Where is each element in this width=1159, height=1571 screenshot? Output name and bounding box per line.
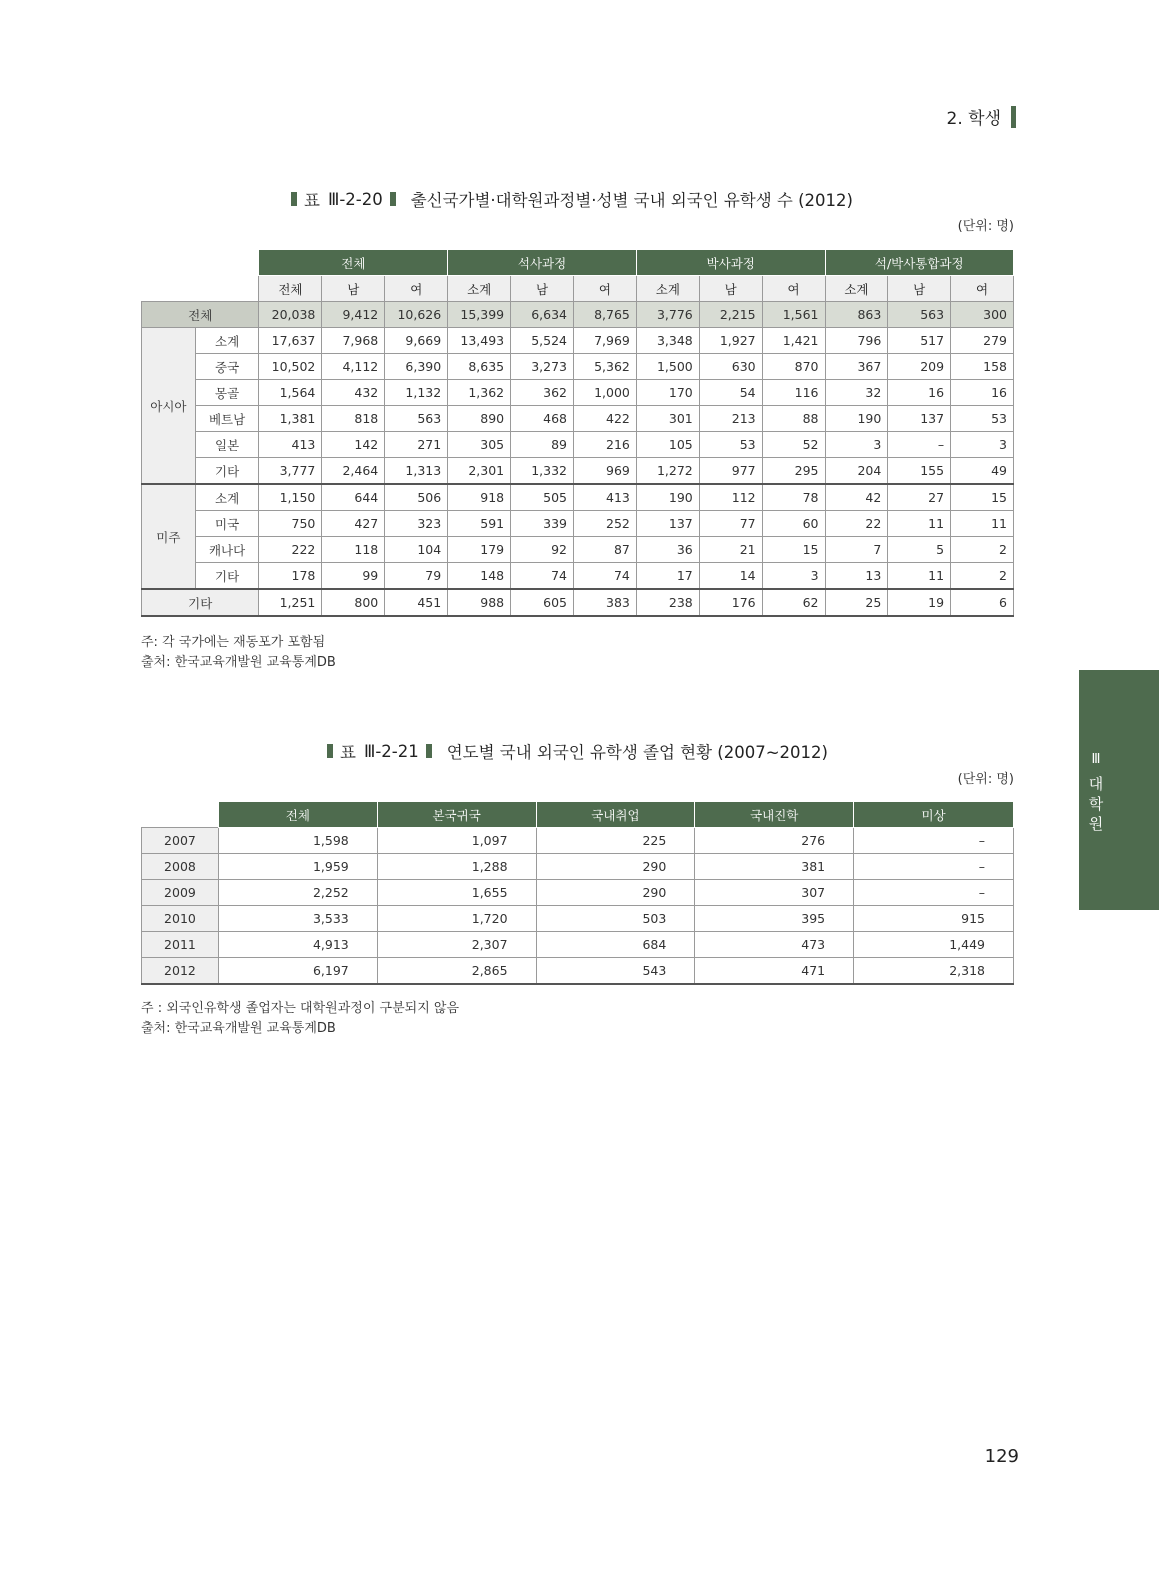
cell-value: 74 [511, 563, 574, 590]
cell-value: 1,251 [259, 589, 322, 616]
cell-value: 7 [825, 537, 888, 563]
cell-value: 918 [448, 484, 511, 511]
table-row [142, 484, 1014, 511]
table2-source: 출처: 한국교육개발원 교육통계DB [141, 1021, 336, 1036]
region-label: 미주 [142, 484, 196, 589]
table1-number: Ⅲ-2-20 [327, 189, 383, 209]
cell-value: 305 [448, 432, 511, 458]
table2-marker: 표 [340, 743, 356, 762]
cell-value: 88 [762, 406, 825, 432]
cell-value: 238 [636, 589, 699, 616]
cell-value: 307 [695, 880, 854, 906]
cell-value: – [854, 854, 1014, 880]
cell-value: 16 [951, 380, 1014, 406]
table-row [142, 906, 1014, 932]
title-marker-icon [426, 744, 432, 758]
cell-value: 505 [511, 484, 574, 511]
cell-value: 16 [888, 380, 951, 406]
cell-value: 20,038 [259, 302, 322, 328]
table2-corner [142, 802, 219, 828]
subheader: 남 [699, 276, 762, 302]
cell-value: 148 [448, 563, 511, 590]
running-header-text: 2. 학생 [946, 109, 1001, 129]
chapter-label [1086, 774, 1106, 834]
column-header: 국내취업 [536, 802, 695, 828]
cell-value: 8,635 [448, 354, 511, 380]
cell-value: 5,362 [574, 354, 637, 380]
table-row [142, 932, 1014, 958]
cell-value: 2,865 [377, 958, 536, 985]
cell-value: 630 [699, 354, 762, 380]
row-label: 기타 [195, 563, 259, 590]
row-label: 전체 [142, 302, 259, 328]
cell-value: 427 [322, 511, 385, 537]
cell-value: 890 [448, 406, 511, 432]
cell-value: 271 [385, 432, 448, 458]
cell-value: 3 [762, 563, 825, 590]
cell-value: 517 [888, 328, 951, 354]
year-label: 2012 [142, 958, 219, 985]
cell-value: 290 [536, 880, 695, 906]
cell-value: 6,197 [218, 958, 377, 985]
cell-value: 915 [854, 906, 1014, 932]
table-row [142, 537, 1014, 563]
cell-value: 684 [536, 932, 695, 958]
cell-value: 216 [574, 432, 637, 458]
subheader: 소계 [636, 276, 699, 302]
table2-notes [141, 999, 459, 1039]
cell-value: 89 [511, 432, 574, 458]
cell-value: 10,626 [385, 302, 448, 328]
cell-value: 9,669 [385, 328, 448, 354]
cell-value: 2,307 [377, 932, 536, 958]
cell-value: 22 [825, 511, 888, 537]
cell-value: – [888, 432, 951, 458]
cell-value: 52 [762, 432, 825, 458]
cell-value: 252 [574, 511, 637, 537]
cell-value: 473 [695, 932, 854, 958]
cell-value: 644 [322, 484, 385, 511]
cell-value: 11 [888, 563, 951, 590]
column-header: 미상 [854, 802, 1014, 828]
cell-value: 1,720 [377, 906, 536, 932]
table1-marker: 표 [304, 191, 320, 210]
cell-value: 10,502 [259, 354, 322, 380]
row-label: 소계 [195, 484, 259, 511]
cell-value: 137 [888, 406, 951, 432]
subheader: 소계 [825, 276, 888, 302]
chapter-label-char: 원 [1088, 815, 1104, 833]
cell-value: 395 [695, 906, 854, 932]
table-row [142, 354, 1014, 380]
table2-title [327, 739, 828, 763]
table1-notes [141, 633, 336, 673]
cell-value: 1,381 [259, 406, 322, 432]
cell-value: 796 [825, 328, 888, 354]
table1-total-row [142, 302, 1014, 328]
cell-value: 503 [536, 906, 695, 932]
region-label: 아시아 [142, 328, 196, 485]
table1-source: 출처: 한국교육개발원 교육통계DB [141, 655, 336, 670]
header-bar-decoration [1011, 106, 1016, 128]
cell-value: 2 [951, 537, 1014, 563]
cell-value: 178 [259, 563, 322, 590]
cell-value: 112 [699, 484, 762, 511]
cell-value: 60 [762, 511, 825, 537]
group-header: 박사과정 [636, 250, 825, 276]
cell-value: 422 [574, 406, 637, 432]
table2-note: 주 : 외국인유학생 졸업자는 대학원과정이 구분되지 않음 [141, 1001, 460, 1016]
cell-value: 506 [385, 484, 448, 511]
cell-value: 1,362 [448, 380, 511, 406]
cell-value: 413 [574, 484, 637, 511]
cell-value: 27 [888, 484, 951, 511]
cell-value: 42 [825, 484, 888, 511]
cell-value: 563 [385, 406, 448, 432]
cell-value: 1,500 [636, 354, 699, 380]
cell-value: 300 [951, 302, 1014, 328]
cell-value: 190 [636, 484, 699, 511]
group-header: 석/박사통합과정 [825, 250, 1013, 276]
cell-value: 471 [695, 958, 854, 985]
cell-value: 213 [699, 406, 762, 432]
row-label: 기타 [142, 589, 259, 616]
cell-value: – [854, 828, 1014, 854]
cell-value: 17 [636, 563, 699, 590]
table2 [141, 801, 1014, 985]
subheader: 여 [385, 276, 448, 302]
cell-value: 2,301 [448, 458, 511, 485]
cell-value: 3,273 [511, 354, 574, 380]
cell-value: 818 [322, 406, 385, 432]
cell-value: 53 [699, 432, 762, 458]
cell-value: 543 [536, 958, 695, 985]
cell-value: 77 [699, 511, 762, 537]
row-label: 일본 [195, 432, 259, 458]
table1-title-text: 출신국가별·대학원과정별·성별 국내 외국인 유학생 수 (2012) [410, 191, 853, 210]
table2-title-text: 연도별 국내 외국인 유학생 졸업 현황 (2007~2012) [446, 743, 828, 762]
subheader: 남 [888, 276, 951, 302]
cell-value: 170 [636, 380, 699, 406]
year-label: 2008 [142, 854, 219, 880]
cell-value: 1,097 [377, 828, 536, 854]
cell-value: 209 [888, 354, 951, 380]
table-row [142, 854, 1014, 880]
cell-value: 969 [574, 458, 637, 485]
cell-value: 800 [322, 589, 385, 616]
cell-value: 155 [888, 458, 951, 485]
cell-value: 1,927 [699, 328, 762, 354]
table-row [142, 406, 1014, 432]
cell-value: 9,412 [322, 302, 385, 328]
cell-value: 99 [322, 563, 385, 590]
table-row [142, 380, 1014, 406]
column-header: 전체 [218, 802, 377, 828]
cell-value: 2,252 [218, 880, 377, 906]
table-row [142, 958, 1014, 985]
cell-value: 17,637 [259, 328, 322, 354]
cell-value: 21 [699, 537, 762, 563]
subheader: 소계 [448, 276, 511, 302]
cell-value: 13 [825, 563, 888, 590]
row-label: 베트남 [195, 406, 259, 432]
table1-other-row [142, 589, 1014, 616]
cell-value: 6,390 [385, 354, 448, 380]
cell-value: 4,913 [218, 932, 377, 958]
cell-value: 15 [951, 484, 1014, 511]
cell-value: 158 [951, 354, 1014, 380]
cell-value: 1,655 [377, 880, 536, 906]
running-header [947, 104, 1016, 129]
cell-value: 1,449 [854, 932, 1014, 958]
cell-value: 4,112 [322, 354, 385, 380]
cell-value: 142 [322, 432, 385, 458]
cell-value: 116 [762, 380, 825, 406]
cell-value: 11 [951, 511, 1014, 537]
row-label: 중국 [195, 354, 259, 380]
table-row [142, 563, 1014, 590]
cell-value: 383 [574, 589, 637, 616]
cell-value: 339 [511, 511, 574, 537]
page-number: 129 [984, 1446, 1019, 1467]
cell-value: 62 [762, 589, 825, 616]
table-row [142, 880, 1014, 906]
cell-value: 49 [951, 458, 1014, 485]
cell-value: 301 [636, 406, 699, 432]
subheader: 여 [762, 276, 825, 302]
subheader: 전체 [259, 276, 322, 302]
cell-value: 1,561 [762, 302, 825, 328]
cell-value: 190 [825, 406, 888, 432]
cell-value: 988 [448, 589, 511, 616]
cell-value: 7,968 [322, 328, 385, 354]
table1-group-header-row [142, 250, 1014, 276]
table1-title [291, 187, 853, 211]
cell-value: 54 [699, 380, 762, 406]
cell-value: 25 [825, 589, 888, 616]
table1-corner [142, 250, 259, 302]
title-marker-icon [327, 744, 333, 758]
cell-value: 92 [511, 537, 574, 563]
table-row [142, 458, 1014, 485]
group-header: 석사과정 [448, 250, 637, 276]
cell-value: 870 [762, 354, 825, 380]
cell-value: 290 [536, 854, 695, 880]
cell-value: 1,150 [259, 484, 322, 511]
chapter-label-char: 학 [1088, 795, 1104, 813]
cell-value: 13,493 [448, 328, 511, 354]
cell-value: 8,765 [574, 302, 637, 328]
chapter-tab-text [1086, 750, 1106, 834]
cell-value: 225 [536, 828, 695, 854]
cell-value: 118 [322, 537, 385, 563]
column-header: 본국귀국 [377, 802, 536, 828]
cell-value: 7,969 [574, 328, 637, 354]
table2-number: Ⅲ-2-21 [363, 741, 419, 761]
table1-unit: (단위: 명) [957, 219, 1014, 234]
year-label: 2009 [142, 880, 219, 906]
cell-value: 1,000 [574, 380, 637, 406]
cell-value: 591 [448, 511, 511, 537]
cell-value: 137 [636, 511, 699, 537]
cell-value: 1,272 [636, 458, 699, 485]
cell-value: 2,318 [854, 958, 1014, 985]
cell-value: 176 [699, 589, 762, 616]
row-label: 미국 [195, 511, 259, 537]
table-row [142, 511, 1014, 537]
cell-value: 323 [385, 511, 448, 537]
cell-value: 367 [825, 354, 888, 380]
cell-value: 87 [574, 537, 637, 563]
row-label: 캐나다 [195, 537, 259, 563]
cell-value: 977 [699, 458, 762, 485]
cell-value: 179 [448, 537, 511, 563]
chapter-label-char: 대 [1088, 775, 1104, 793]
cell-value: 79 [385, 563, 448, 590]
cell-value: 362 [511, 380, 574, 406]
year-label: 2011 [142, 932, 219, 958]
cell-value: 863 [825, 302, 888, 328]
cell-value: 468 [511, 406, 574, 432]
cell-value: 3,777 [259, 458, 322, 485]
cell-value: 2 [951, 563, 1014, 590]
cell-value: 3 [951, 432, 1014, 458]
title-marker-icon [390, 192, 396, 206]
cell-value: 750 [259, 511, 322, 537]
cell-value: 1,332 [511, 458, 574, 485]
cell-value: 279 [951, 328, 1014, 354]
row-label: 기타 [195, 458, 259, 485]
cell-value: 1,564 [259, 380, 322, 406]
cell-value: 1,598 [218, 828, 377, 854]
row-label: 몽골 [195, 380, 259, 406]
cell-value: 451 [385, 589, 448, 616]
subheader: 남 [322, 276, 385, 302]
cell-value: 3,348 [636, 328, 699, 354]
cell-value: 563 [888, 302, 951, 328]
cell-value: 74 [574, 563, 637, 590]
table2-header-row [142, 802, 1014, 828]
cell-value: 15,399 [448, 302, 511, 328]
table-row [142, 432, 1014, 458]
subheader: 여 [574, 276, 637, 302]
cell-value: 2,215 [699, 302, 762, 328]
cell-value: 15 [762, 537, 825, 563]
table1-note: 주: 각 국가에는 재동포가 포함됨 [141, 635, 326, 650]
group-header: 전체 [259, 250, 448, 276]
cell-value: 14 [699, 563, 762, 590]
cell-value: 204 [825, 458, 888, 485]
row-label: 소계 [195, 328, 259, 354]
cell-value: 104 [385, 537, 448, 563]
cell-value: 32 [825, 380, 888, 406]
cell-value: 2,464 [322, 458, 385, 485]
subheader: 여 [951, 276, 1014, 302]
cell-value: 3 [825, 432, 888, 458]
table-row [142, 328, 1014, 354]
column-header: 국내진학 [695, 802, 854, 828]
table1 [141, 249, 1014, 617]
cell-value: 78 [762, 484, 825, 511]
table2-unit: (단위: 명) [957, 772, 1014, 787]
table-row [142, 828, 1014, 854]
cell-value: 1,313 [385, 458, 448, 485]
cell-value: 295 [762, 458, 825, 485]
cell-value: 605 [511, 589, 574, 616]
cell-value: 53 [951, 406, 1014, 432]
cell-value: 6,634 [511, 302, 574, 328]
cell-value: 6 [951, 589, 1014, 616]
cell-value: 413 [259, 432, 322, 458]
cell-value: 432 [322, 380, 385, 406]
cell-value: 5,524 [511, 328, 574, 354]
chapter-roman: Ⅲ [1091, 752, 1101, 767]
cell-value: 36 [636, 537, 699, 563]
cell-value: 11 [888, 511, 951, 537]
subheader: 남 [511, 276, 574, 302]
cell-value: 381 [695, 854, 854, 880]
year-label: 2010 [142, 906, 219, 932]
cell-value: 1,421 [762, 328, 825, 354]
cell-value: 1,288 [377, 854, 536, 880]
cell-value: 276 [695, 828, 854, 854]
year-label: 2007 [142, 828, 219, 854]
cell-value: – [854, 880, 1014, 906]
chapter-side-tab [1079, 670, 1159, 910]
table1-subheader-row [142, 276, 1014, 302]
title-marker-icon [291, 192, 297, 206]
cell-value: 3,776 [636, 302, 699, 328]
cell-value: 222 [259, 537, 322, 563]
cell-value: 19 [888, 589, 951, 616]
cell-value: 1,132 [385, 380, 448, 406]
cell-value: 105 [636, 432, 699, 458]
cell-value: 1,959 [218, 854, 377, 880]
cell-value: 5 [888, 537, 951, 563]
cell-value: 3,533 [218, 906, 377, 932]
